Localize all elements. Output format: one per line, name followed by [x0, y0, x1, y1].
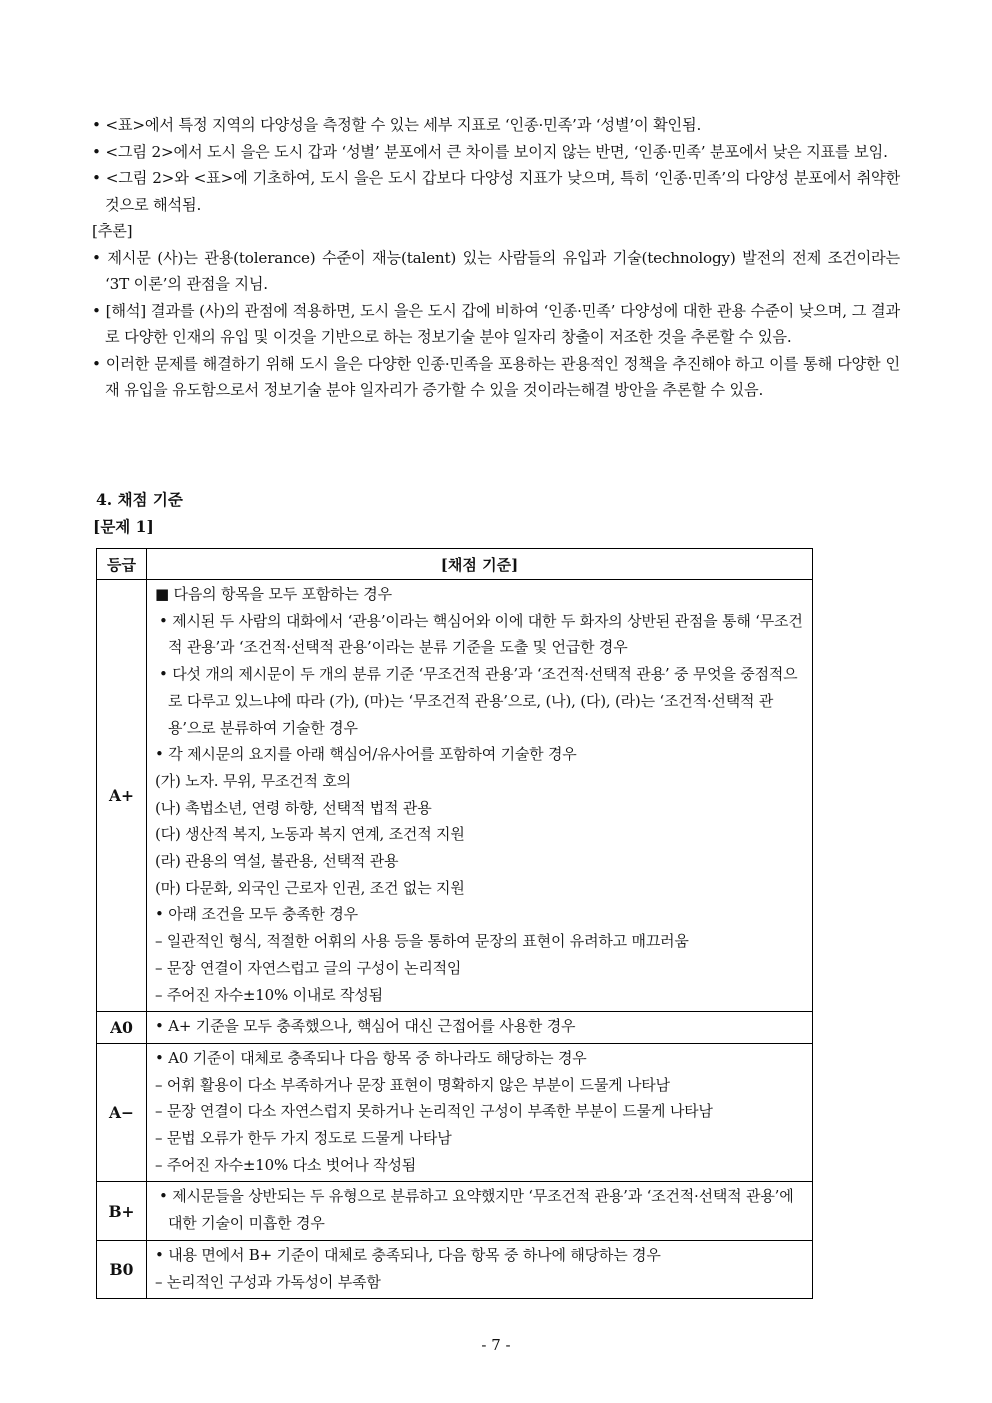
criteria-line: (나) 촉법소년, 연령 하향, 선택적 법적 관용 — [155, 798, 432, 817]
criteria-line: • 제시문들을 상반되는 두 유형으로 분류하고 요약했지만 ‘무조건적 관용’과 ‘조건적·선택적 관용’에 대한 기술이 미흡한 경우 — [159, 1187, 794, 1233]
criteria-line: (다) 생산적 복지, 노동과 복지 연계, 조건적 지원 — [155, 825, 465, 844]
criteria-line: ■ 다음의 항목을 모두 포함하는 경우 — [155, 585, 392, 603]
header-grade: 등급 — [97, 549, 147, 580]
table-row — [97, 1182, 813, 1240]
bullet-paragraph: • <표>에서 특정 지역의 다양성을 측정할 수 있는 세부 지표로 ‘인종·민족’과 ‘성별’이 확인됨. — [92, 116, 702, 134]
criteria-line: • A0 기준이 대체로 충족되나 다음 항목 중 하나라도 해당하는 경우 — [155, 1048, 587, 1067]
criteria-line: – 어휘 활용이 다소 부족하거나 문장 표현이 명확하지 않은 부분이 드물게 나타남 — [155, 1075, 670, 1094]
grade-cell: A0 — [97, 1012, 147, 1044]
bullet-paragraph: • 제시문 (사)는 관용(tolerance) 수준이 재능(talent) 있는 사람들의 유입과 기술(technology) 발전의 전제 조건이라는 ‘3T 이론’의 관점을 지님. — [92, 248, 900, 293]
criteria-line: (라) 관용의 역설, 불관용, 선택적 관용 — [155, 852, 399, 871]
criteria-cell — [147, 1182, 813, 1240]
criteria-line: – 주어진 자수±10% 다소 벗어나 작성됨 — [155, 1155, 417, 1174]
table-row — [97, 1240, 813, 1298]
page-number: - 7 - — [481, 1336, 511, 1354]
table-row — [97, 1043, 813, 1182]
header-criteria: [채점 기준] — [147, 549, 813, 580]
criteria-line: • 각 제시문의 요지를 아래 핵심어/유사어를 포함하여 기술한 경우 — [155, 745, 577, 764]
criteria-cell — [147, 1240, 813, 1298]
table-row — [97, 580, 813, 1012]
bullet-paragraph: • [해석] 결과를 (사)의 관점에 적용하면, 도시 을은 도시 갑에 비하여 ‘인종·민족’ 다양성에 대한 관용 수준이 낮으며, 그 결과로 다양한 인재의 유입 및 이것을 기반으로 하는 정보기술 분야 일자리 창출이 저조한 것을 추론할 수 있음. — [92, 301, 900, 346]
problem-title: [문제 1] — [93, 517, 154, 536]
grade-cell: A+ — [97, 580, 147, 1012]
table-row — [97, 1012, 813, 1044]
criteria-cell — [147, 580, 813, 1012]
criteria-line: • 다섯 개의 제시문이 두 개의 분류 기준 ‘무조건적 관용’과 ‘조건적·선택적 관용’ 중 무엇을 중점적으로 다루고 있느냐에 따라 (가), (마)는 ‘무조건적 관용’으로, (나), (다), (라)는 ‘조건적·선택적 관용’으로 분류하여 기술한 경우 — [159, 665, 798, 737]
grade-cell: B0 — [97, 1240, 147, 1298]
grade-cell: A− — [97, 1043, 147, 1182]
subheading-inference: [추론] — [92, 222, 133, 240]
criteria-line: • A+ 기준을 모두 충족했으나, 핵심어 대신 근접어를 사용한 경우 — [155, 1017, 576, 1036]
criteria-line: (가) 노자. 무위, 무조건적 호의 — [155, 771, 351, 790]
criteria-line: – 주어진 자수±10% 이내로 작성됨 — [155, 985, 383, 1004]
criteria-line: • 아래 조건을 모두 충족한 경우 — [155, 905, 358, 924]
grade-cell: B+ — [97, 1182, 147, 1240]
bullet-paragraph: • 이러한 문제를 해결하기 위해 도시 을은 다양한 인종·민족을 포용하는 관용적인 정책을 추진해야 하고 이를 통해 다양한 인재 유입을 유도함으로서 정보기술 분야 일자리가 증가할 수 있을 것이라는해결 방안을 추론할 수 있음. — [92, 354, 900, 399]
criteria-line: (마) 다문화, 외국인 근로자 인권, 조건 없는 지원 — [155, 878, 465, 897]
criteria-line: – 문장 연결이 자연스럽고 글의 구성이 논리적임 — [155, 958, 462, 977]
criteria-line: – 일관적인 형식, 적절한 어휘의 사용 등을 통하여 문장의 표현이 유려하고 매끄러움 — [155, 932, 689, 951]
criteria-line: – 논리적인 구성과 가독성이 부족함 — [155, 1272, 381, 1291]
criteria-line: – 문법 오류가 한두 가지 정도로 드물게 나타남 — [155, 1129, 452, 1148]
bullet-paragraph: • <그림 2>와 <표>에 기초하여, 도시 을은 도시 갑보다 다양성 지표가 낮으며, 특히 ‘인종·민족’의 다양성 분포에서 취약한 것으로 해석됨. — [92, 169, 900, 214]
criteria-line: • 제시된 두 사람의 대화에서 ‘관용’이라는 핵심어와 이에 대한 두 화자의 상반된 관점을 통해 ‘무조건적 관용’과 ‘조건적·선택적 관용’이라는 분류 기준을 도출 및 언급한 경우 — [159, 611, 803, 657]
criteria-cell — [147, 1043, 813, 1182]
section-title: 4. 채점 기준 — [96, 490, 183, 509]
body-text — [92, 112, 900, 404]
criteria-line: • 내용 면에서 B+ 기준이 대체로 충족되나, 다음 항목 중 하나에 해당하는 경우 — [155, 1245, 661, 1264]
criteria-cell — [147, 1012, 813, 1044]
table-header-row — [97, 549, 813, 580]
bullet-paragraph: • <그림 2>에서 도시 을은 도시 갑과 ‘성별’ 분포에서 큰 차이를 보이지 않는 반면, ‘인종·민족’ 분포에서 낮은 지표를 보임. — [92, 142, 888, 161]
criteria-line: – 문장 연결이 다소 자연스럽지 못하거나 논리적인 구성이 부족한 부분이 드물게 나타남 — [155, 1102, 713, 1121]
grading-table — [96, 548, 813, 1299]
